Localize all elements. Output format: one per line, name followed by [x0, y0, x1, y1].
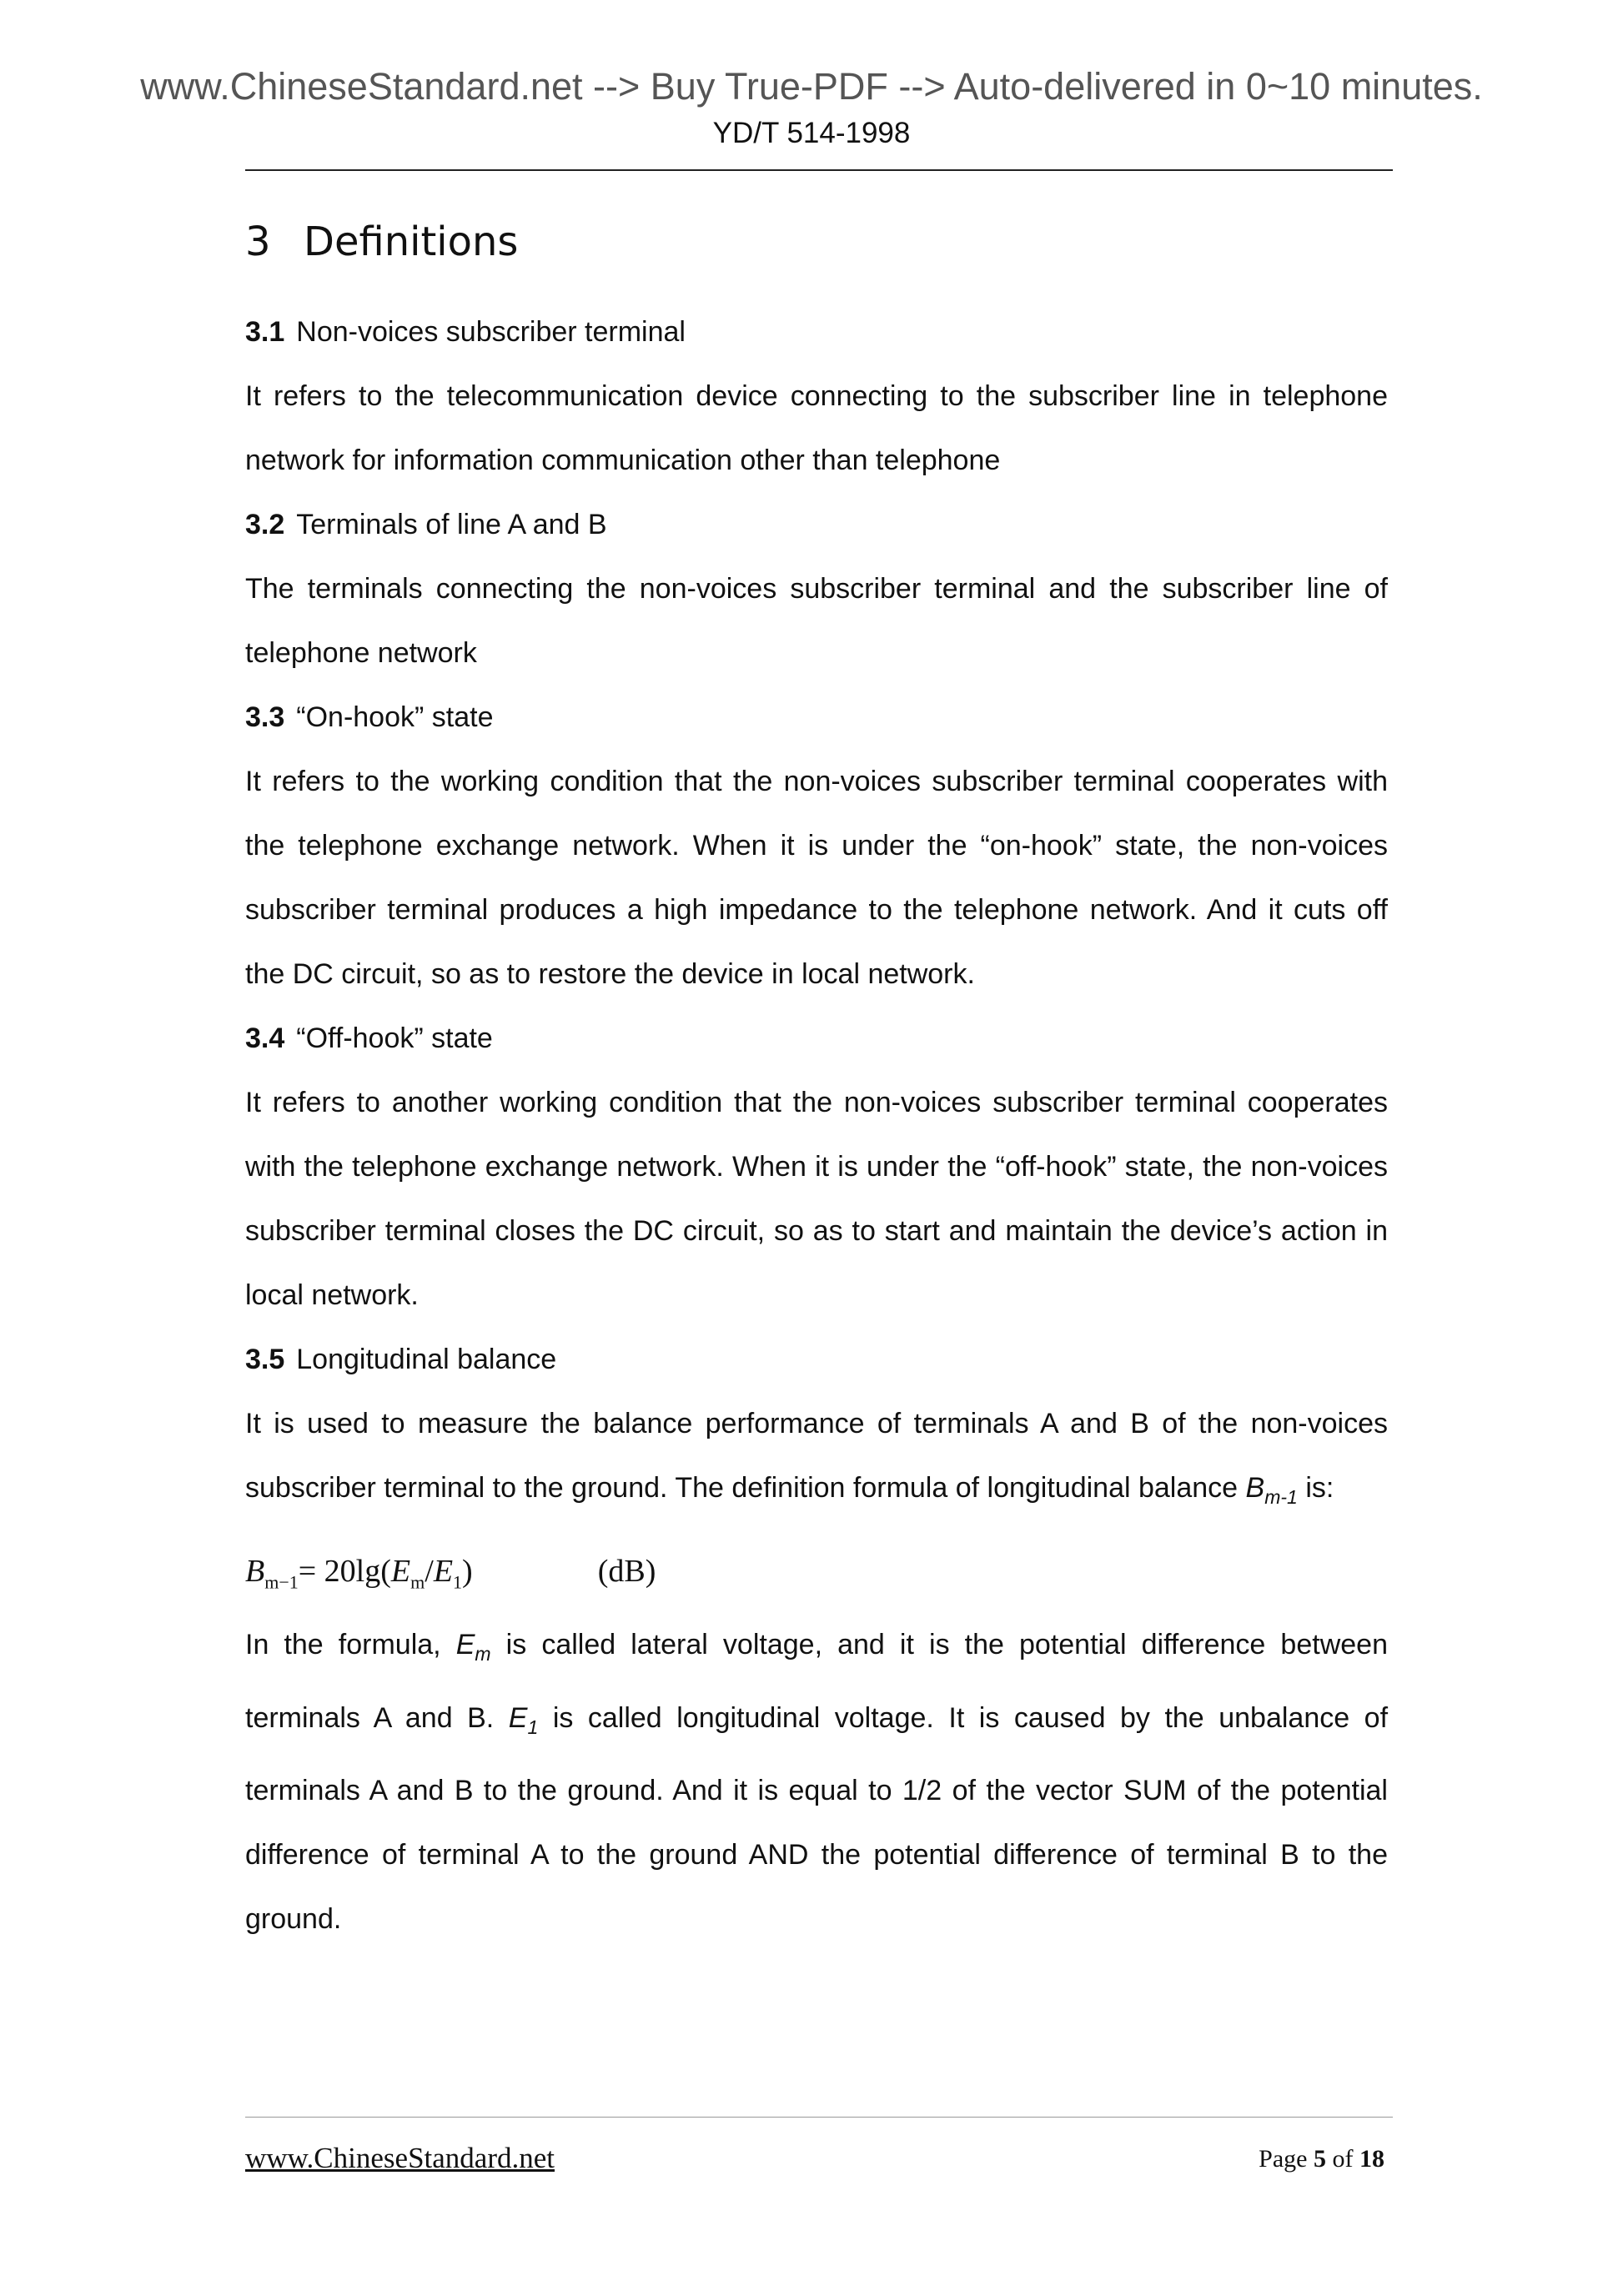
section-title: Definitions	[304, 219, 519, 265]
formula-eq: = 20lg(	[298, 1553, 391, 1589]
subsection-number: 3.4	[245, 1022, 285, 1054]
section-number: 3	[245, 219, 271, 265]
formula-numerator-sub: m	[410, 1571, 425, 1593]
formula-denominator-sub: 1	[453, 1571, 463, 1593]
symbol-letter: B	[1245, 1472, 1265, 1504]
formula-lhs: B	[245, 1553, 265, 1589]
subsection-3-5-heading	[245, 1328, 1388, 1392]
page-current: 5	[1314, 2145, 1326, 2173]
text-run: is called longitudinal voltage. It is caused by the unbalance of terminals A and B to the ground. And it is equal to 1/2 of the vector SUM of the potential difference of terminal A to the ground AND the potential difference of terminal B to the ground.	[245, 1701, 1389, 1936]
page-indicator	[1259, 2145, 1384, 2173]
subsection-title: Non-voices subscriber terminal	[296, 316, 686, 348]
subsection-3-2-text: The terminals connecting the non-voices subscriber terminal and the subscriber line of telephone network	[245, 573, 1388, 669]
symbol-subscript: m	[475, 1642, 491, 1665]
formula-denominator: E	[433, 1553, 454, 1589]
subsection-title: Longitudinal balance	[296, 1344, 557, 1375]
formula-slash: /	[425, 1553, 434, 1589]
subsection-title: “Off-hook” state	[296, 1022, 493, 1054]
text-run: is called lateral voltage, and it is the potential difference between terminals A and B.	[245, 1628, 1388, 1734]
formula-lhs-sub: m−1	[264, 1571, 299, 1593]
symbol-letter: E	[455, 1628, 475, 1660]
subsection-number: 3.2	[245, 509, 285, 540]
subsection-3-1-text: It refers to the telecommunication device connecting to the subscriber line in telephone network for information communication other than telephone	[245, 380, 1388, 476]
symbol-e1	[508, 1701, 539, 1738]
subsection-title: “On-hook” state	[296, 701, 494, 733]
text-run: It is used to measure the balance performance of terminals A and B of the non-voices subscriber terminal to the ground. The definition formula of longitudinal balance	[245, 1408, 1388, 1504]
symbol-bm1	[1245, 1472, 1298, 1508]
section-heading	[245, 219, 518, 265]
formula-close: )	[462, 1553, 473, 1589]
footer-website-link[interactable]: www.ChineseStandard.net	[245, 2142, 555, 2174]
header-divider	[245, 169, 1393, 171]
top-banner[interactable]: www.ChineseStandard.net --> Buy True-PDF --> Auto-delivered in 0~10 minutes.	[140, 65, 1483, 108]
subsection-number: 3.3	[245, 701, 285, 733]
subsection-3-5-explanation	[245, 1613, 1388, 1952]
subsection-title: Terminals of line A and B	[296, 509, 607, 540]
symbol-letter: E	[508, 1701, 528, 1734]
document-number: YD/T 514-1998	[712, 117, 911, 149]
subsection-3-4-text: It refers to another working condition that the non-voices subscriber terminal cooperates with the telephone exchange network. When it is under the “off-hook” state, the non-voices subscriber terminal closes the DC circuit, so as to start and maintain the device’s action in local network.	[245, 1087, 1388, 1311]
subsection-3-3-heading	[245, 686, 1388, 750]
subsection-number: 3.5	[245, 1344, 285, 1375]
subsection-3-4-heading	[245, 1007, 1388, 1071]
symbol-subscript: m-1	[1264, 1485, 1298, 1508]
formula-unit: (dB)	[597, 1553, 656, 1589]
page-of: of	[1332, 2145, 1354, 2173]
page-total: 18	[1359, 2145, 1384, 2173]
balance-formula	[245, 1530, 1388, 1613]
subsection-3-2-heading	[245, 493, 1388, 557]
subsection-3-1-heading	[245, 300, 1388, 364]
subsection-3-5-text	[245, 1392, 1388, 1530]
page-word: Page	[1259, 2145, 1308, 2173]
symbol-em	[455, 1628, 491, 1665]
formula-numerator: E	[390, 1553, 411, 1589]
text-run: is:	[1305, 1472, 1334, 1504]
subsection-number: 3.1	[245, 316, 285, 348]
footer-divider	[245, 2117, 1393, 2118]
document-body	[245, 300, 1388, 1952]
text-run: In the formula,	[245, 1628, 441, 1660]
symbol-subscript: 1	[527, 1716, 539, 1738]
subsection-3-3-text: It refers to the working condition that the non-voices subscriber terminal cooperates with the telephone exchange network. When it is under the “on-hook” state, the non-voices subscriber terminal produces a high impedance to the telephone network. And it cuts off the DC circuit, so as to restore the device in local network.	[245, 766, 1388, 990]
